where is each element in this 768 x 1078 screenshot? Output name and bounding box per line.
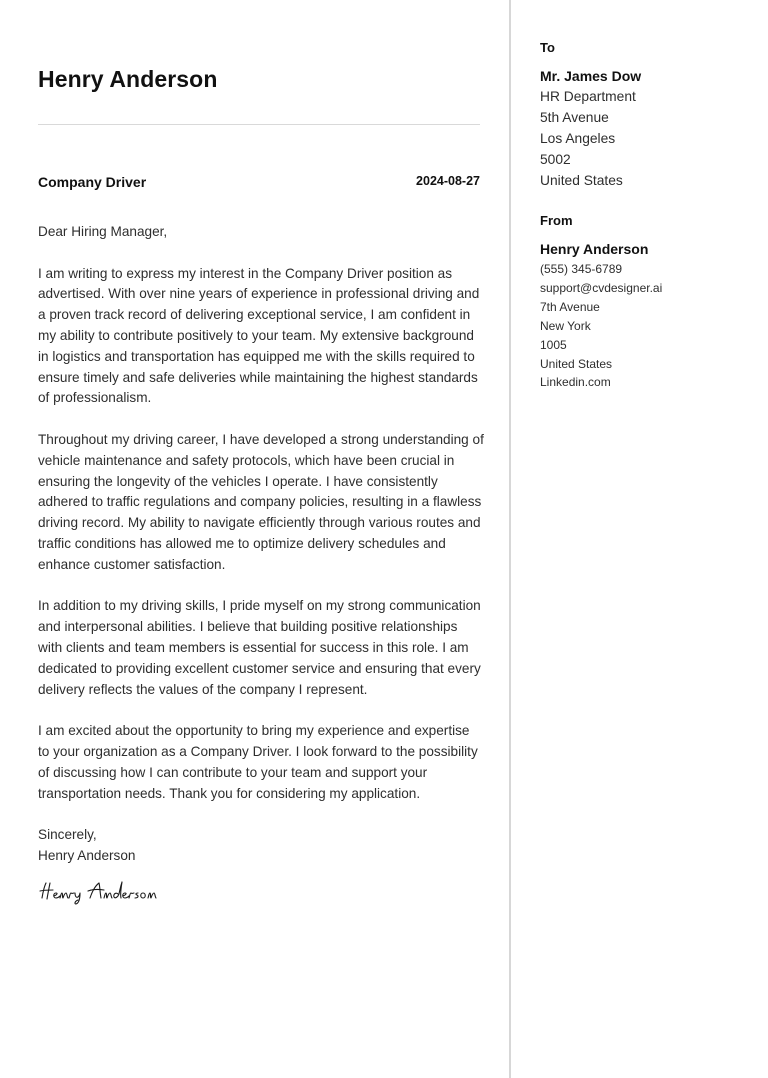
- sender-website: Linkedin.com: [540, 375, 611, 390]
- recipient-country: United States: [540, 172, 623, 188]
- letter-date: 2024-08-27: [416, 174, 480, 188]
- sender-contact: [540, 260, 662, 392]
- sender-heading: From: [540, 213, 573, 228]
- closing: Sincerely,: [38, 827, 97, 843]
- sender-phone: (555) 345-6789: [540, 262, 623, 276]
- handwritten-signature: [38, 876, 198, 908]
- paragraph-2: Throughout my driving career, I have developed a strong understanding of vehicle maintenance and safety protocols, which have been crucial in ensuring the longevity of the vehicles I operate. I have consistently adhered to traffic regulations and company policies, resulting in a flawless driving record. My ability to navigate efficiently through various routes and traffic conditions has allowed me to optimize delivery schedules and enhance customer satisfaction.: [38, 431, 484, 572]
- recipient-street: 5th Avenue: [540, 109, 609, 125]
- paragraph-1: I am writing to express my interest in the Company Driver position as advertised. With over nine years of experience in professional driving and a proven track record of delivering exceptional service, I am confident in my ability to contribute positively to your team. My extensive background in logistics and transportation has equipped me with the skills required to ensure timely and safe deliveries while maintaining the highest standards of professionalism.: [38, 265, 480, 406]
- closing-name: Henry Anderson: [38, 847, 136, 863]
- sender-name: Henry Anderson: [540, 241, 649, 257]
- greeting: Dear Hiring Manager,: [38, 224, 168, 239]
- sender-name-heading: Henry Anderson: [38, 66, 218, 92]
- recipient-name: Mr. James Dow: [540, 68, 642, 84]
- letter-body: [38, 222, 484, 867]
- recipient-address: [540, 87, 636, 192]
- sender-country: United States: [540, 356, 613, 371]
- header-divider: [38, 124, 480, 125]
- recipient-city: Los Angeles: [540, 130, 616, 146]
- paragraph-4: I am excited about the opportunity to bring my experience and expertise to your organization as a Company Driver. I look forward to the possibility of discussing how I can contribute to your team and support your transportation needs. Thank you for considering my application.: [38, 723, 478, 801]
- sender-postal-code: 1005: [540, 337, 567, 352]
- recipient-heading: To: [540, 40, 555, 55]
- job-title: Company Driver: [38, 174, 147, 190]
- recipient-postal-code: 5002: [540, 151, 571, 167]
- sender-email: support@cvdesigner.ai: [540, 280, 663, 295]
- sender-city: New York: [540, 318, 591, 333]
- sender-street: 7th Avenue: [540, 299, 600, 314]
- recipient-department: HR Department: [540, 89, 636, 104]
- paragraph-3: In addition to my driving skills, I pride myself on my strong communication and interpersonal abilities. I believe that building positive relationships with clients and team members is essential for success in this role. I am dedicated to providing excellent customer service and ensuring that every delivery reflects the values of the company I represent.: [38, 598, 481, 697]
- column-divider: [509, 0, 511, 1078]
